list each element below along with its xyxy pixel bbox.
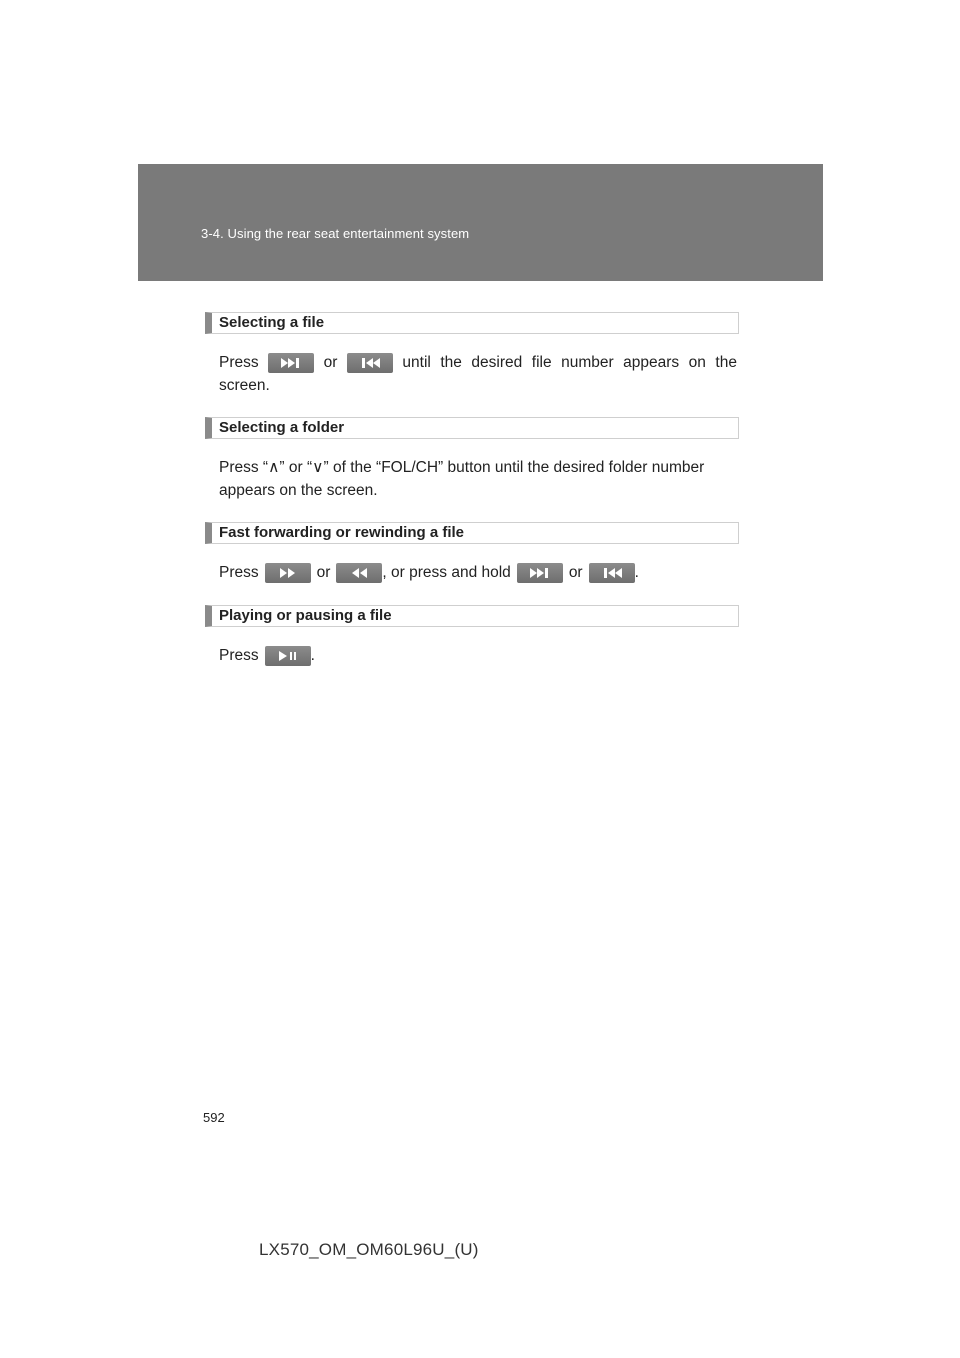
word: or [568, 564, 583, 581]
word: on [688, 354, 706, 371]
word: file [531, 354, 552, 371]
fast-forward-icon [265, 563, 311, 583]
word: or [316, 564, 331, 581]
paragraph-line [219, 479, 737, 502]
paragraph-fast-forward-rewind [219, 561, 737, 584]
word: Press [219, 354, 259, 371]
paragraph-line [219, 374, 737, 397]
section-title: Fast forwarding or rewinding a file [219, 524, 465, 541]
word: the [440, 354, 462, 371]
skip-forward-icon [268, 353, 314, 373]
section-title: Selecting a file [219, 314, 325, 331]
word: until [402, 354, 431, 371]
word: Press [219, 564, 259, 581]
document-code: LX570_OM_OM60L96U_(U) [259, 1240, 479, 1259]
word: or [323, 354, 338, 371]
skip-forward-icon [517, 563, 563, 583]
section-heading-play-pause [205, 605, 739, 627]
word: appears [623, 354, 680, 371]
skip-back-icon [347, 353, 393, 373]
word: . [310, 647, 315, 664]
section-title: Playing or pausing a file [219, 607, 392, 624]
play-pause-icon [265, 646, 311, 666]
section-heading-selecting-file [205, 312, 739, 334]
paragraph-line [219, 456, 737, 479]
rewind-icon [336, 563, 382, 583]
skip-back-icon [589, 563, 635, 583]
instruction-text: appears on the screen. [219, 482, 378, 499]
word: screen. [219, 377, 270, 394]
paragraph-play-pause [219, 644, 737, 667]
paragraph-line [219, 351, 737, 374]
word: . [634, 564, 639, 581]
paragraph-selecting-file [219, 351, 737, 397]
chapter-header-band [138, 164, 823, 281]
paragraph-line [219, 561, 737, 584]
word: the [715, 354, 737, 371]
section-title: Selecting a folder [219, 419, 345, 436]
word: desired [471, 354, 523, 371]
word: , or press and hold [382, 564, 511, 581]
section-heading-selecting-folder [205, 417, 739, 439]
paragraph-line [219, 644, 737, 667]
section-heading-fast-forward-rewind [205, 522, 739, 544]
chapter-title: 3-4. Using the rear seat entertainment system [201, 226, 470, 241]
word: number [561, 354, 614, 371]
instruction-text: Press “∧” or “∨” of the “FOL/CH” button until the desired folder number [219, 459, 705, 476]
page-number: 592 [203, 1110, 225, 1125]
paragraph-selecting-folder [219, 456, 737, 502]
word: Press [219, 647, 259, 664]
